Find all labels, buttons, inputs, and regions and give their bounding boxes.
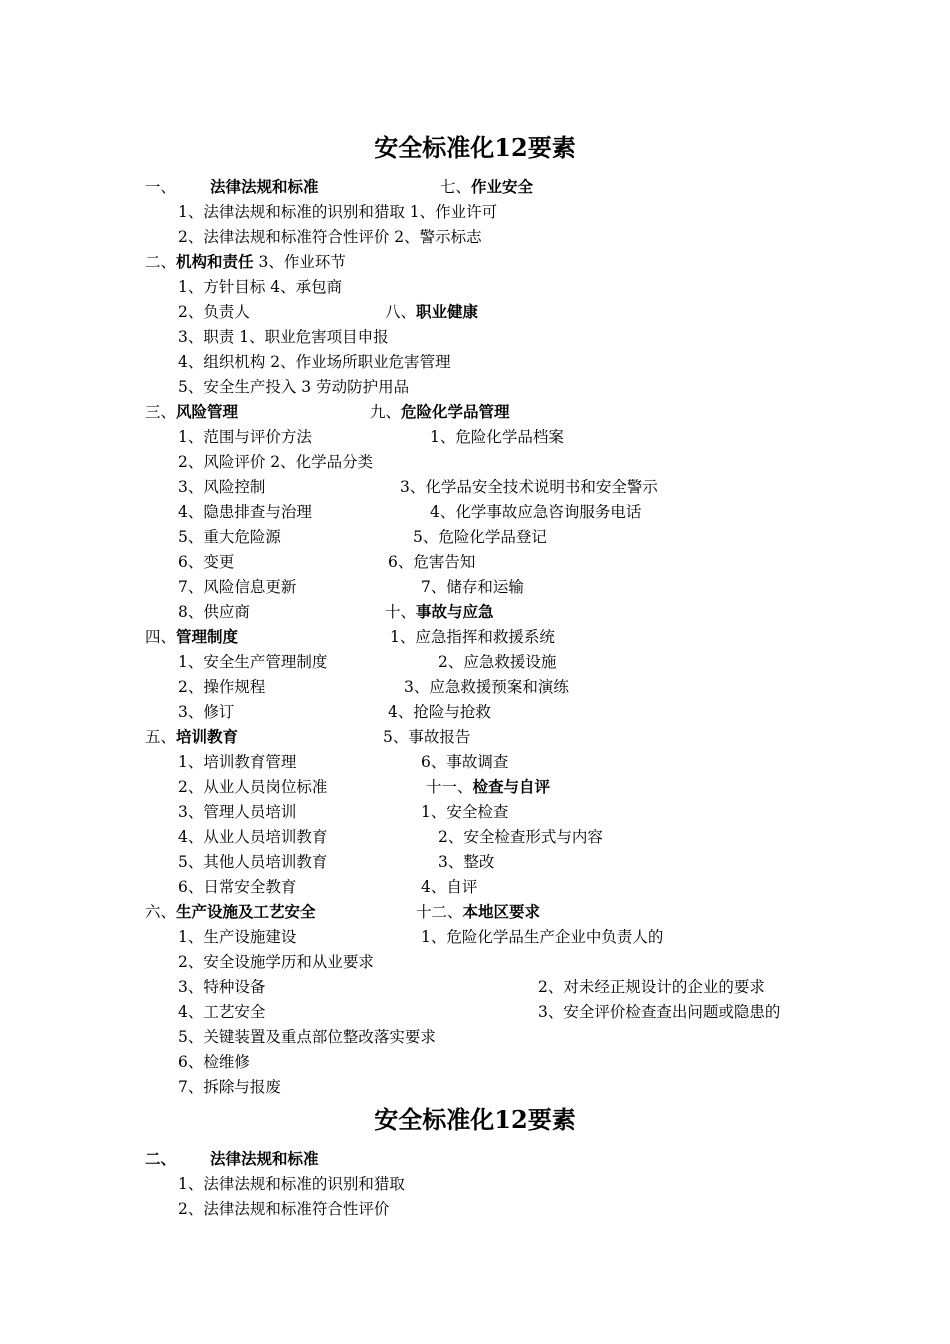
section-5-heading	[145, 727, 238, 747]
list-line: 4、组织机构 2、作业场所职业危害管理	[178, 353, 451, 371]
list-line: 2、安全设施学历和从业要求	[178, 953, 374, 971]
list-line: 1、方针目标 4、承包商	[178, 278, 343, 296]
list-item: 1、应急指挥和救援系统	[390, 628, 555, 646]
section-title: 培训教育	[176, 727, 239, 746]
list-item: 5、危险化学品登记	[413, 528, 547, 546]
list-item: 5、重大危险源	[178, 528, 281, 546]
list-item: 1、培训教育管理	[178, 753, 297, 771]
list-item: 1、安全生产管理制度	[178, 653, 328, 671]
list-line: 2、法律法规和标准符合性评价 2、警示标志	[178, 228, 482, 246]
list-item: 3、整改	[438, 853, 495, 871]
list-item: 1、危险化学品生产企业中负责人的	[421, 928, 664, 946]
list-item: 6、危害告知	[388, 553, 476, 571]
list-item: 4、工艺安全	[178, 1003, 266, 1021]
section-heading-repeat	[145, 1149, 319, 1169]
section-11-heading	[426, 777, 550, 797]
list-item: 2、从业人员岗位标准	[178, 778, 328, 796]
section-3-heading	[145, 402, 238, 422]
list-line: 7、拆除与报废	[178, 1078, 281, 1096]
section-title: 法律法规和标准	[210, 177, 319, 196]
list-item: 3、化学品安全技术说明书和安全警示	[400, 478, 658, 496]
section-number: 八、	[385, 303, 417, 321]
list-item: 7、风险信息更新	[178, 578, 297, 596]
list-item: 1、危险化学品档案	[430, 428, 564, 446]
list-item: 2、负责人	[178, 303, 250, 321]
section-1-heading	[145, 177, 319, 197]
section-7-heading	[440, 177, 533, 197]
section-8-heading	[385, 302, 478, 322]
list-item: 4、化学事故应急咨询服务电话	[430, 503, 642, 521]
list-line: 5、关键装置及重点部位整改落实要求	[178, 1028, 436, 1046]
section-title: 风险管理	[176, 402, 239, 421]
section-title: 事故与应急	[416, 602, 494, 621]
list-item: 1、安全检查	[421, 803, 509, 821]
list-item: 3、风险控制	[178, 478, 266, 496]
section-title: 职业健康	[416, 302, 479, 321]
list-item: 3、管理人员培训	[178, 803, 297, 821]
section-title: 危险化学品管理	[401, 402, 510, 421]
document-title: 安全标准化12要素	[374, 133, 576, 162]
list-item: 3、应急救援预案和演练	[404, 678, 569, 696]
section-title: 本地区要求	[462, 902, 541, 921]
list-item: 4、自评	[421, 878, 478, 896]
list-item: 2、安全检查形式与内容	[438, 828, 603, 846]
list-line: 1、法律法规和标准的识别和猎取	[178, 1175, 405, 1193]
list-item: 6、事故调查	[421, 753, 509, 771]
list-item: 2、操作规程	[178, 678, 266, 696]
section-number: 十一、	[426, 778, 473, 796]
list-item: 6、日常安全教育	[178, 878, 297, 896]
section-number: 九、	[370, 403, 402, 421]
list-item: 3、安全评价检查查出问题或隐患的	[538, 1003, 781, 1021]
section-number: 六、	[145, 903, 177, 921]
list-item: 6、变更	[178, 553, 235, 571]
section-title: 管理制度	[176, 627, 239, 646]
list-item: 3、修订	[178, 703, 235, 721]
section-6-heading	[145, 902, 316, 922]
list-item: 8、供应商	[178, 603, 250, 621]
list-item: 4、从业人员培训教育	[178, 828, 328, 846]
section-title: 法律法规和标准	[210, 1149, 319, 1168]
section-title: 检查与自评	[472, 777, 551, 796]
list-item: 2、对未经正规设计的企业的要求	[538, 978, 765, 996]
section-number: 三、	[145, 403, 177, 421]
section-title: 机构和责任	[176, 252, 254, 271]
section-number: 四、	[145, 628, 177, 646]
section-10-heading	[385, 602, 494, 622]
list-line: 6、检维修	[178, 1053, 250, 1071]
section-number: 一、	[145, 178, 177, 196]
list-line: 1、法律法规和标准的识别和猎取 1、作业许可	[178, 203, 498, 221]
list-line: 2、风险评价 2、化学品分类	[178, 453, 374, 471]
section-number: 五、	[145, 728, 177, 746]
list-line: 5、安全生产投入 3 劳动防护用品	[178, 378, 410, 396]
list-item: 7、储存和运输	[421, 578, 524, 596]
document-title-repeat: 安全标准化12要素	[374, 1105, 576, 1134]
list-item: 2、应急救援设施	[438, 653, 557, 671]
list-item: 4、隐患排查与治理	[178, 503, 312, 521]
list-item: 1、生产设施建设	[178, 928, 297, 946]
section-number: 二、	[145, 1149, 177, 1168]
list-line: 2、法律法规和标准符合性评价	[178, 1200, 390, 1218]
section-4-heading	[145, 627, 238, 647]
section-title: 作业安全	[471, 177, 534, 196]
list-item: 1、范围与评价方法	[178, 428, 312, 446]
section-number: 七、	[440, 178, 472, 196]
list-item: 5、其他人员培训教育	[178, 853, 328, 871]
list-item: 4、抢险与抢救	[388, 703, 491, 721]
list-item: 5、事故报告	[383, 728, 471, 746]
section-number: 十、	[385, 603, 417, 621]
list-line: 3、职责 1、职业危害项目申报	[178, 328, 389, 346]
section-9-heading	[370, 402, 510, 422]
list-item: 3、作业环节	[253, 253, 346, 271]
list-item: 3、特种设备	[178, 978, 266, 996]
section-2-heading	[145, 252, 346, 272]
section-number: 二、	[145, 253, 177, 271]
section-title: 生产设施及工艺安全	[176, 902, 316, 921]
section-number: 十二、	[416, 903, 463, 921]
section-12-heading	[416, 902, 540, 922]
